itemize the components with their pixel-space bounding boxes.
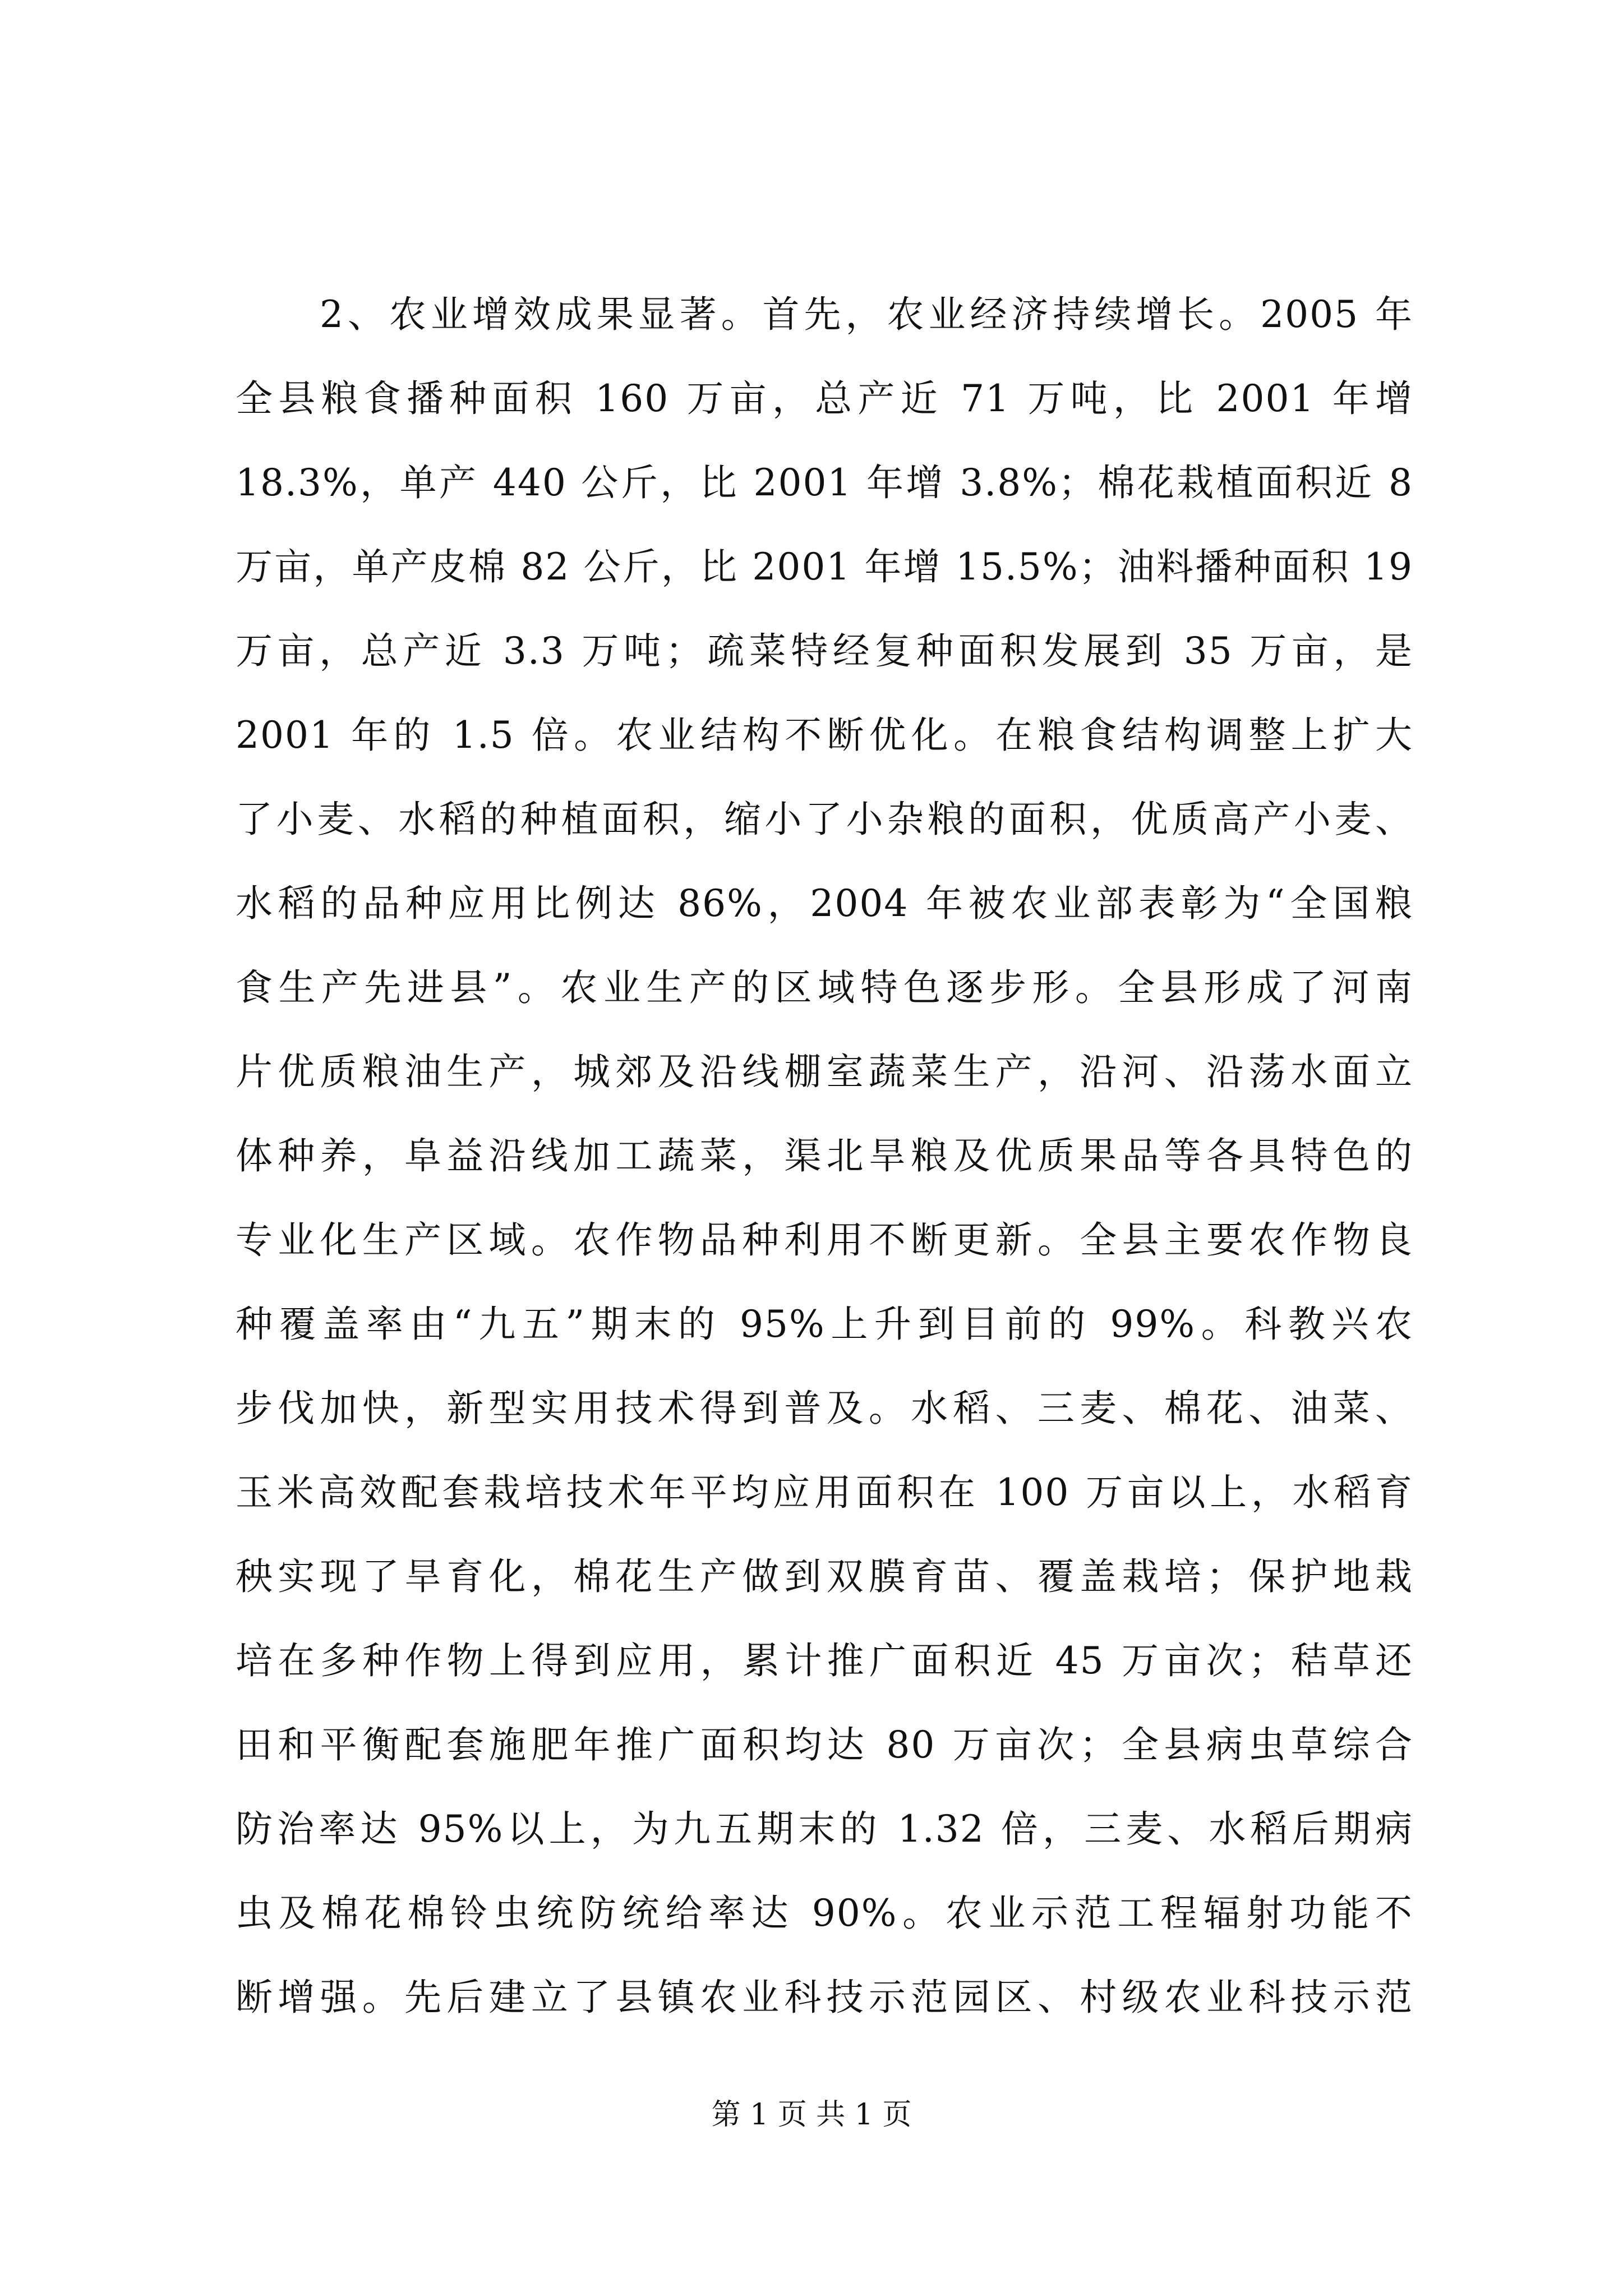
paragraph-line-15: 玉米高效配套栽培技术年平均应用面积在 100 万亩以上，水稻育: [236, 1471, 1413, 1514]
paragraph-line-5: 万亩，总产近 3.3 万吨；疏菜特经复种面积发展到 35 万亩，是: [236, 629, 1413, 673]
paragraph-line-7: 了小麦、水稻的种植面积，缩小了小杂粮的面积，优质高产小麦、: [236, 798, 1413, 841]
paragraph-line-12: 专业化生产区域。农作物品种利用不断更新。全县主要农作物良: [236, 1218, 1413, 1262]
body-paragraph: [236, 273, 1413, 2040]
paragraph-line-1: 2、农业增效成果显著。首先，农业经济持续增长。2005 年: [320, 293, 1413, 336]
paragraph-line-18: 田和平衡配套施肥年推广面积均达 80 万亩次；全县病虫草综合: [236, 1723, 1413, 1766]
paragraph-line-21: 断增强。先后建立了县镇农业科技示范园区、村级农业科技示范: [236, 1976, 1413, 2019]
paragraph-line-20: 虫及棉花棉铃虫统防统给率达 90%。农业示范工程辐射功能不: [236, 1892, 1413, 1935]
paragraph-line-17: 培在多种作物上得到应用，累计推广面积近 45 万亩次；秸草还: [236, 1639, 1413, 1682]
paragraph-line-19: 防治率达 95%以上，为九五期末的 1.32 倍，三麦、水稻后期病: [236, 1807, 1413, 1851]
paragraph-line-3: 18.3%，单产 440 公斤，比 2001 年增 3.8%；棉花栽植面积近 8: [236, 461, 1413, 504]
paragraph-line-8: 水稻的品种应用比例达 86%，2004 年被农业部表彰为“全国粮: [236, 882, 1413, 925]
paragraph-line-11: 体种养，阜益沿线加工蔬菜，渠北旱粮及优质果品等各具特色的: [236, 1134, 1413, 1177]
paragraph-line-13: 种覆盖率由“九五”期末的 95%上升到目前的 99%。科教兴农: [236, 1303, 1413, 1346]
paragraph-line-14: 步伐加快，新型实用技术得到普及。水稻、三麦、棉花、油菜、: [236, 1387, 1413, 1430]
paragraph-line-10: 片优质粮油生产，城郊及沿线棚室蔬菜生产，沿河、沿荡水面立: [236, 1050, 1413, 1093]
paragraph-line-6: 2001 年的 1.5 倍。农业结构不断优化。在粮食结构调整上扩大: [236, 714, 1413, 757]
paragraph-line-2: 全县粮食播种面积 160 万亩，总产近 71 万吨，比 2001 年增: [236, 377, 1413, 420]
paragraph-line-16: 秧实现了旱育化，棉花生产做到双膜育苗、覆盖栽培；保护地栽: [236, 1555, 1413, 1598]
page-footer: 第 1 页 共 1 页: [711, 2098, 912, 2132]
paragraph-line-4: 万亩，单产皮棉 82 公斤，比 2001 年增 15.5%；油料播种面积 19: [236, 545, 1413, 588]
paragraph-line-9: 食生产先进县”。农业生产的区域特色逐步形。全县形成了河南: [236, 966, 1413, 1009]
